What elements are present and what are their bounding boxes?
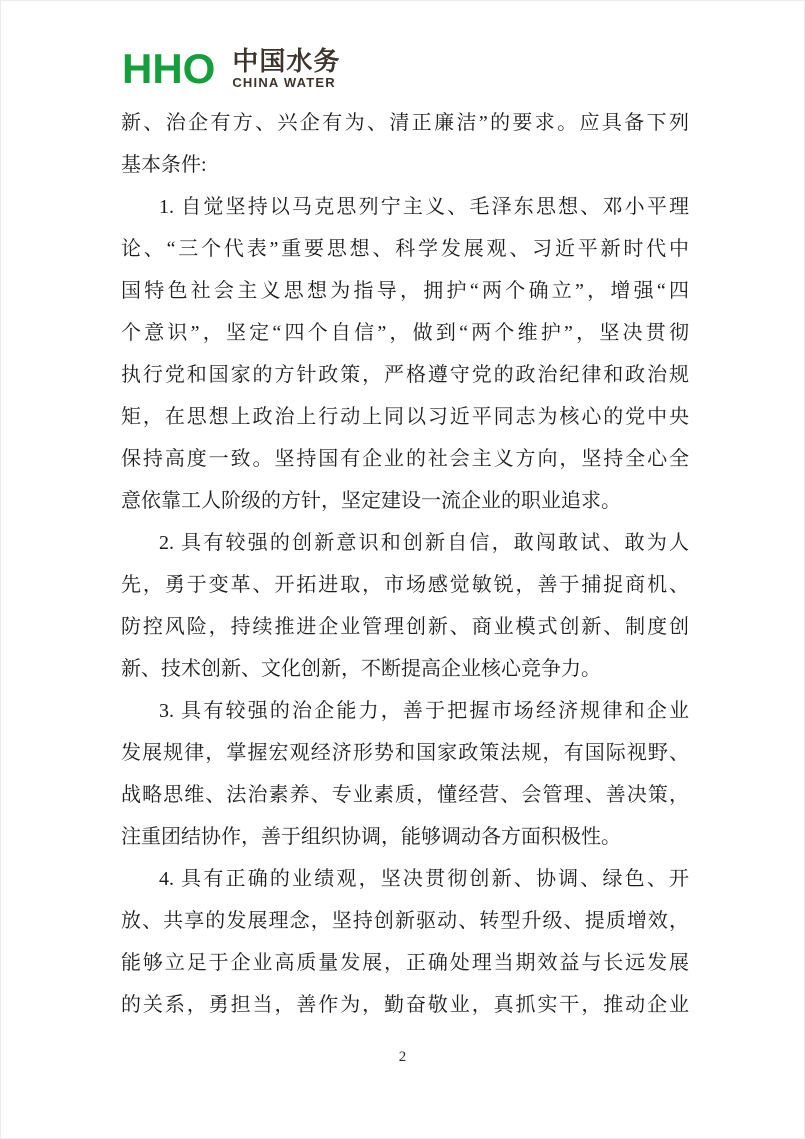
logo-hho-icon: HHO bbox=[122, 45, 216, 93]
text-line: 个意识”，坚定“四个自信”，做到“两个维护”，坚决贯彻 bbox=[121, 322, 689, 344]
text-line: 论、“三个代表”重要思想、科学发展观、习近平新时代中 bbox=[121, 238, 689, 260]
text-line: 4. 具有正确的业绩观，坚决贯彻创新、协调、绿色、开 bbox=[159, 868, 689, 890]
text-line: 放、共享的发展理念，坚持创新驱动、转型升级、提质增效， bbox=[121, 910, 689, 932]
document-body bbox=[121, 102, 689, 1026]
text-line: 3. 具有较强的治企能力，善于把握市场经济规律和企业 bbox=[159, 700, 689, 722]
text-line: 执行党和国家的方针政策，严格遵守党的政治纪律和政治规 bbox=[121, 364, 689, 386]
text-line: 战略思维、法治素养、专业素质，懂经营、会管理、善决策， bbox=[121, 784, 689, 806]
text-line: 能够立足于企业高质量发展，正确处理当期效益与长远发展 bbox=[121, 952, 689, 974]
text-line: 保持高度一致。坚持国有企业的社会主义方向，坚持全心全 bbox=[121, 448, 689, 470]
text-line: 2. 具有较强的创新意识和创新自信，敢闯敢试、敢为人 bbox=[159, 532, 689, 554]
text-line: 注重团结协作，善于组织协调，能够调动各方面积极性。 bbox=[121, 826, 621, 848]
text-line: 意依靠工人阶级的方针，坚定建设一流企业的职业追求。 bbox=[121, 490, 621, 512]
text-line: 新、技术创新、文化创新，不断提高企业核心竞争力。 bbox=[121, 658, 601, 680]
company-logo bbox=[122, 45, 341, 93]
text-line: 防控风险，持续推进企业管理创新、商业模式创新、制度创 bbox=[121, 616, 689, 638]
page-footer bbox=[1, 1049, 804, 1066]
text-line: 矩，在思想上政治上行动上同以习近平同志为核心的党中央 bbox=[121, 406, 689, 428]
text-line: 基本条件: bbox=[121, 154, 207, 176]
text-line: 新、治企有方、兴企有为、清正廉洁”的要求。应具备下列 bbox=[121, 112, 689, 134]
logo-english-name: CHINA WATER bbox=[232, 75, 336, 90]
text-line: 1. 自觉坚持以马克思列宁主义、毛泽东思想、邓小平理 bbox=[159, 196, 689, 218]
text-line: 的关系，勇担当，善作为，勤奋敬业，真抓实干，推动企业 bbox=[121, 994, 689, 1016]
text-line: 国特色社会主义思想为指导，拥护“两个确立”，增强“四 bbox=[121, 280, 689, 302]
page-number: 2 bbox=[398, 1049, 407, 1065]
text-line: 发展规律，掌握宏观经济形势和国家政策法规，有国际视野、 bbox=[121, 742, 689, 764]
logo-chinese-name: 中国水务 bbox=[232, 46, 341, 76]
logo-brand-block bbox=[232, 48, 340, 90]
text-line: 先，勇于变革、开拓进取，市场感觉敏锐，善于捕捉商机、 bbox=[121, 574, 689, 596]
